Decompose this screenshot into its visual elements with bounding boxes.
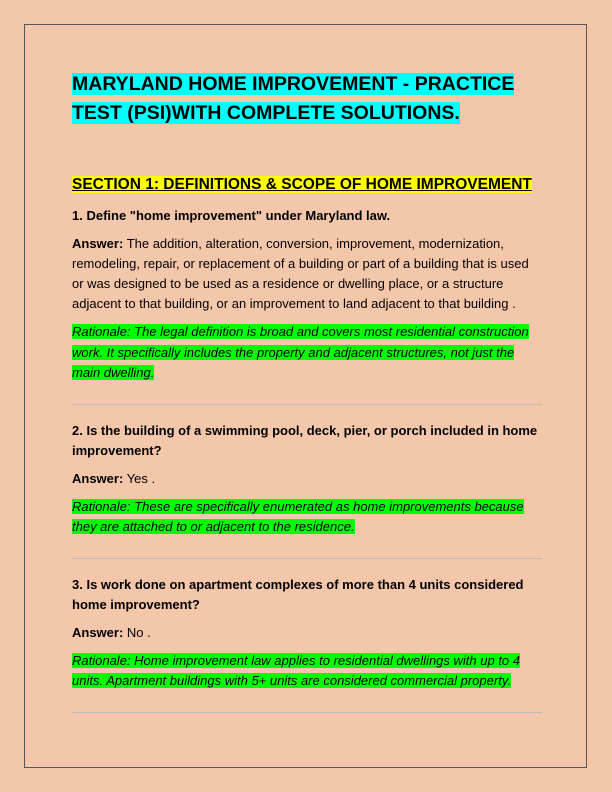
question-text: 2. Is the building of a swimming pool, deck, pier, or porch included in home improvement? — [72, 422, 538, 458]
answer-label: Answer: — [72, 470, 124, 486]
document-title: MARYLAND HOME IMPROVEMENT - PRACTICE TEST (PSI)WITH COMPLETE SOLUTIONS. — [72, 73, 515, 124]
rationale-text: Rationale: The legal definition is broad and covers most residential construction work. It specifically includes the property and adjacent structures, not just the main dwelling. — [72, 324, 529, 380]
section-title: SECTION 1: DEFINITIONS & SCOPE OF HOME IMPROVEMENT — [72, 176, 532, 193]
question-text: 1. Define "home improvement" under Maryland law. — [72, 208, 391, 223]
answer-label: Answer: — [72, 624, 124, 640]
document-content — [72, 70, 542, 729]
answer-text: Answer: No . — [72, 624, 151, 640]
answer-text: Answer: The addition, alteration, conversion, improvement, modernization, remodeling, repair, or replacement of a building or part of a building that is used or was designed to be used as a residence or dwelling place, or a structure adjacent to that building, or an improvement to land adjacent to that building . — [72, 236, 529, 311]
answer-label: Answer: — [72, 236, 124, 251]
question-block-1 — [72, 206, 542, 384]
question-block-3 — [72, 575, 542, 692]
answer-text: Answer: Yes . — [72, 470, 156, 486]
question-text: 3. Is work done on apartment complexes of more than 4 units considered home improvement? — [72, 576, 524, 612]
divider — [72, 558, 542, 559]
question-block-2 — [72, 421, 542, 538]
rationale-text: Rationale: These are specifically enumerated as home improvements because they are attached to or adjacent to the residence. — [72, 498, 524, 534]
divider — [72, 404, 542, 405]
divider — [72, 712, 542, 713]
rationale-text: Rationale: Home improvement law applies to residential dwellings with up to 4 units. Apartment buildings with 5+ units are considered commercial property. — [72, 652, 521, 688]
